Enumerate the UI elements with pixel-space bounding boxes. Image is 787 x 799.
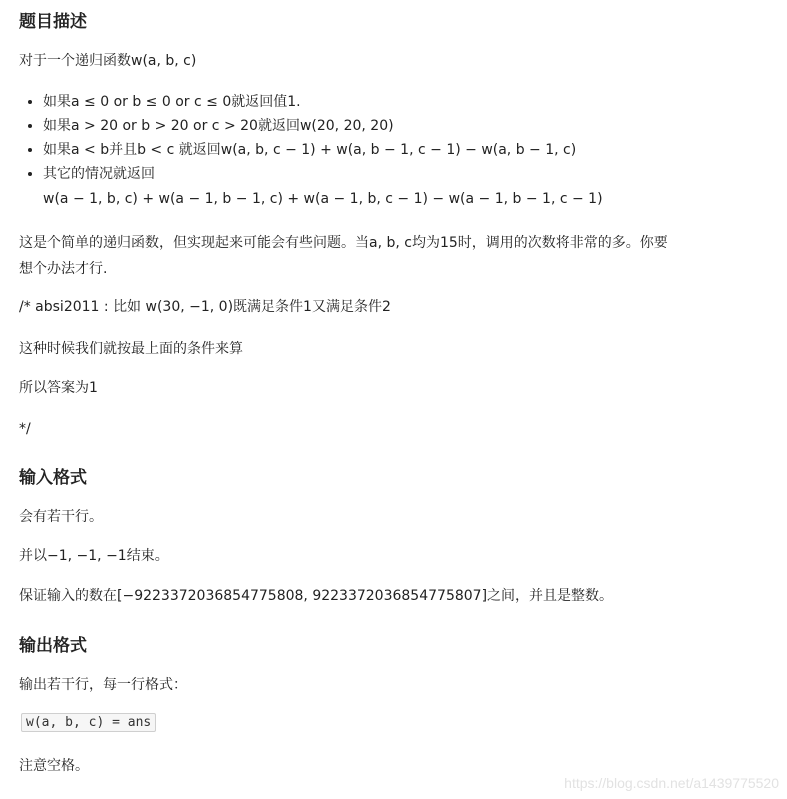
rule-item-4: • 其它的情况就返回: [43, 162, 783, 186]
output-heading: 输出格式: [19, 636, 87, 656]
description-heading: 题目描述: [19, 12, 87, 32]
rule-item-3: • 如果a < b并且b < c 就返回w(a, b, c − 1) + w(a, b − 1, c − 1) − w(a, b − 1, c): [43, 138, 783, 162]
output-format-code: [21, 711, 156, 732]
comment-line-4: */: [19, 421, 31, 437]
input-line-3: 保证输入的数在[−9223372036854775808, 9223372036854775807]之间，并且是整数。: [19, 588, 614, 604]
rule-item-1: • 如果a ≤ 0 or b ≤ 0 or c ≤ 0就返回值1.: [43, 90, 783, 114]
comment-line-3: 所以答案为1: [19, 380, 98, 396]
comment-line-1: /* absi2011 : 比如 w(30, −1, 0)既满足条件1又满足条件2: [19, 299, 391, 315]
rule-item-2: • 如果a > 20 or b > 20 or c > 20就返回w(20, 20, 20): [43, 114, 783, 138]
watermark-url: https://blog.csdn.net/a1439775520: [564, 775, 779, 791]
input-line-2: 并以−1, −1, −1结束。: [19, 548, 169, 564]
description-paragraph-line1: 这是个简单的递归函数，但实现起来可能会有些问题。当a, b, c均为15时，调用的次数将非常的多。你要: [19, 235, 668, 251]
output-line-1: 输出若干行，每一行格式：: [19, 677, 187, 693]
description-paragraph-line2: 想个办法才行.: [19, 261, 108, 277]
input-heading: 输入格式: [19, 468, 87, 488]
rule-item-4-formula: w(a − 1, b, c) + w(a − 1, b − 1, c) + w(a − 1, b, c − 1) − w(a − 1, b − 1, c − 1): [43, 191, 603, 207]
comment-line-2: 这种时候我们就按最上面的条件来算: [19, 341, 243, 357]
input-line-1: 会有若干行。: [19, 509, 103, 525]
description-intro: 对于一个递归函数w(a, b, c): [19, 53, 197, 69]
output-line-2: 注意空格。: [19, 758, 89, 774]
output-format-code-text: w(a, b, c) = ans: [21, 713, 156, 732]
rules-list: [19, 90, 783, 186]
